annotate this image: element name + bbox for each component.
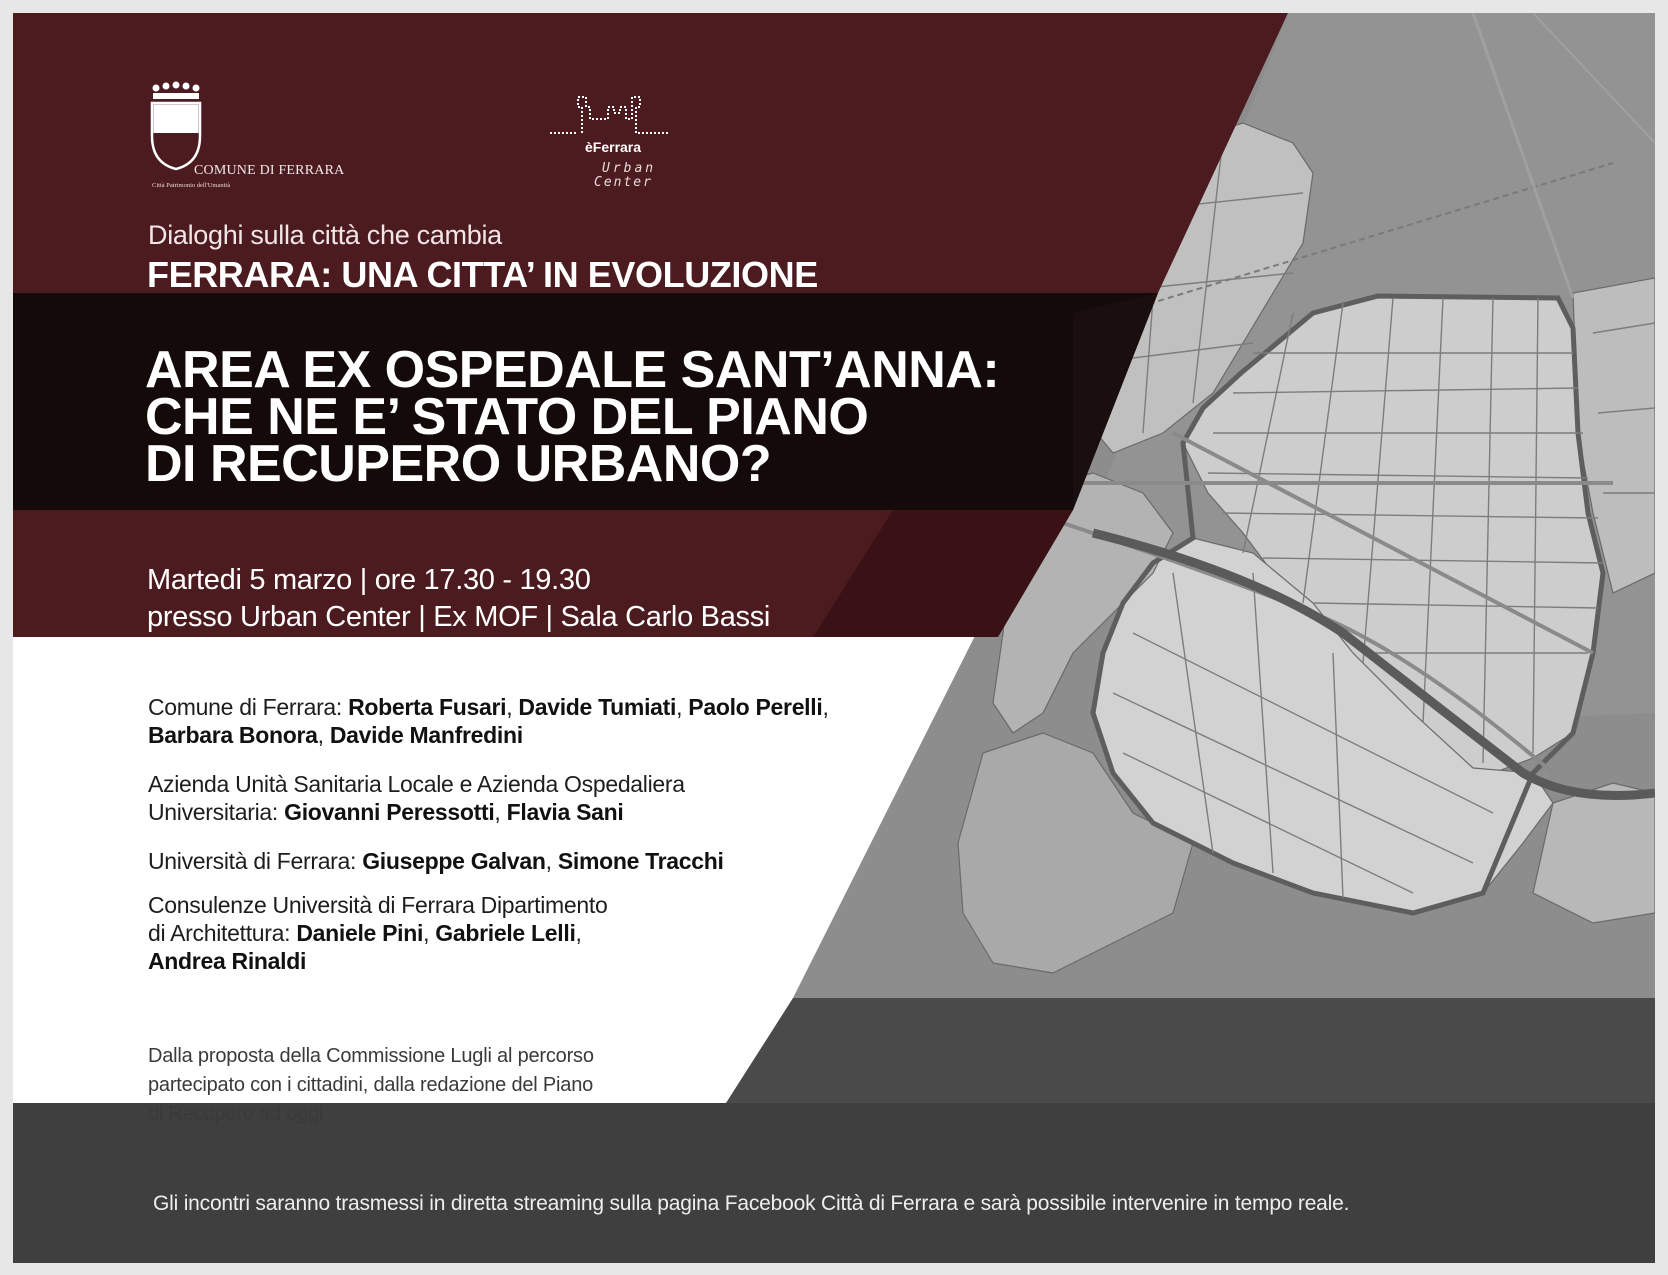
series-title: FERRARA: UNA CITTA’ IN EVOLUZIONE [147,254,818,295]
comune-tagline: Città Patrimonio dell'Umanità [152,182,231,189]
speaker-name: Davide Manfredini [329,722,523,748]
speaker-name: Paolo Perelli [688,694,823,720]
speaker-group-label: Università di Ferrara: [148,848,363,874]
speaker-group-label: Consulenze Università di Ferrara Dipartimento [148,892,608,918]
speakers-consulenze: Consulenze Università di Ferrara Dipartimento di Architettura: Daniele Pini, Gabriele Lelli, Andrea Rinaldi [148,892,608,974]
speaker-name: Gabriele Lelli [435,920,576,946]
speaker-group-label: Comune di Ferrara: [148,694,349,720]
urban-center-brand: èFerrara [585,139,642,155]
speakers-unife: Università di Ferrara: Giuseppe Galvan, Simone Tracchi [148,848,724,874]
comune-di-ferrara-logo [146,81,396,201]
speaker-name: Barbara Bonora [148,722,318,748]
main-title-line: AREA EX OSPEDALE SANT’ANNA: [145,341,1000,399]
description-line: di Recupero ad oggi [148,1103,324,1125]
speaker-name: Davide Tumiati [518,694,677,720]
speaker-name: Giovanni Peressotti [284,799,495,825]
main-title-line: CHE NE E’ STATO DEL PIANO [145,388,869,446]
event-location: presso Urban Center | Ex MOF | Sala Carlo Bassi [147,601,771,633]
comune-name: COMUNE DI FERRARA [194,163,345,178]
urban-center-word2: Center [594,175,653,190]
event-date-time: Martedi 5 marzo | ore 17.30 - 19.30 [147,564,591,596]
main-title [145,341,1000,493]
description-line: Dalla proposta della Commissione Lugli al percorso [148,1045,594,1067]
speakers-ausl: Azienda Unità Sanitaria Locale e Azienda Ospedaliera Universitaria: Giovanni Peressotti, Flavia Sani [148,771,685,825]
description-line: partecipato con i cittadini, dalla redazione del Piano [148,1074,594,1096]
dark-lower-panel [726,998,1655,1103]
main-title-line: DI RECUPERO URBANO? [145,435,772,493]
urban-center-logo [548,87,678,197]
event-poster [13,13,1655,1263]
castle-outline-icon [548,87,678,147]
speaker-group-label: di Architettura: [148,920,297,946]
event-description [148,1042,594,1129]
series-subtitle: Dialoghi sulla città che cambia [148,220,502,250]
speaker-group-label: Azienda Unità Sanitaria Locale e Azienda Ospedaliera [148,771,685,797]
speakers-comune: Comune di Ferrara: Roberta Fusari, Davide Tumiati, Paolo Perelli, Barbara Bonora, Davide Manfredini [148,694,829,748]
speaker-group-label: Universitaria: [148,799,285,825]
speaker-name: Simone Tracchi [557,848,724,874]
speaker-name: Flavia Sani [506,799,624,825]
speaker-name: Daniele Pini [296,920,424,946]
speaker-name: Andrea Rinaldi [148,948,307,974]
speaker-name: Roberta Fusari [348,694,507,720]
footer-streaming-note: Gli incontri saranno trasmessi in diretta streaming sulla pagina Facebook Città di Ferrara e sarà possibile intervenire in tempo reale. [153,1192,1350,1215]
urban-center-word1: Urban [602,161,657,176]
speaker-name: Giuseppe Galvan [362,848,546,874]
coat-of-arms-icon [146,81,206,171]
